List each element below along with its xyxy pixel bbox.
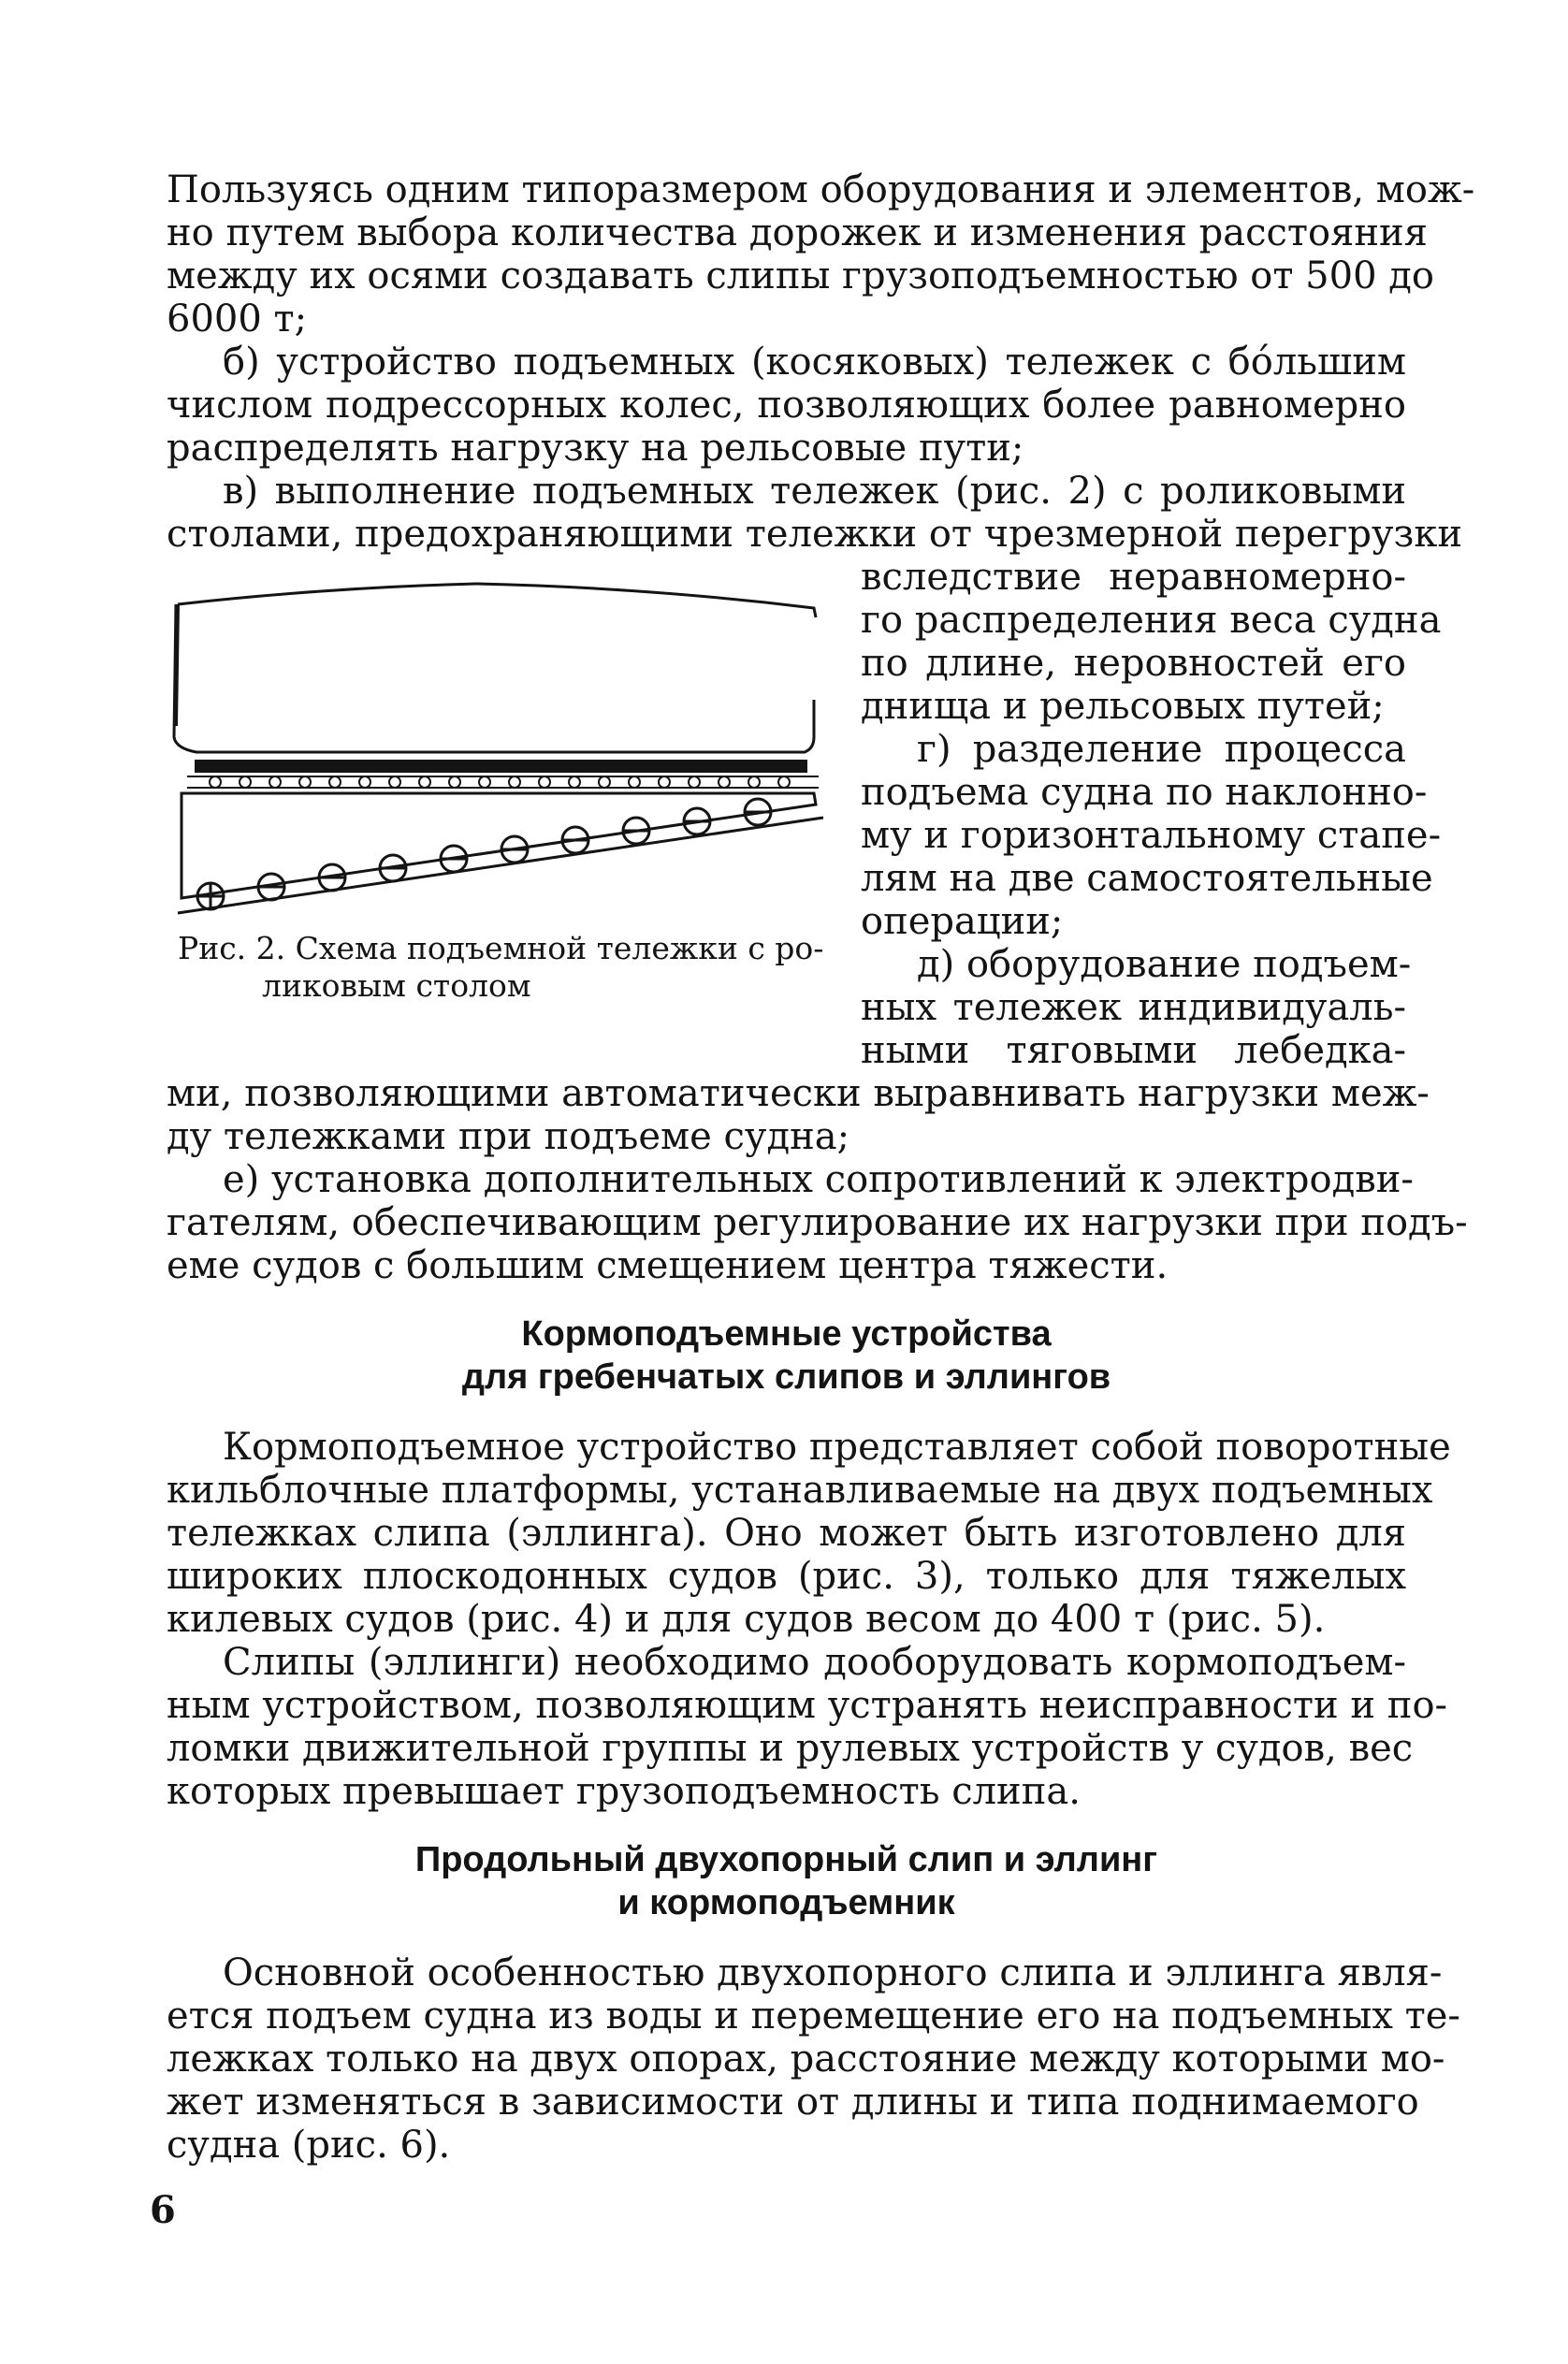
text-line: Пользуясь одним типоразмером оборудования и элементов, мож-: [167, 168, 1475, 211]
text-line: ных тележек индивидуаль-: [861, 986, 1406, 1029]
text-line: жет изменяться в зависимости от длины и типа поднимаемого: [167, 2081, 1419, 2124]
text-line: в) выполнение подъемных тележек (рис. 2) с роликовыми: [223, 470, 1406, 513]
text-line: ми, позволяющими автоматически выравнивать нагрузки меж-: [167, 1072, 1430, 1115]
text-line: му и горизонтальному стапе-: [861, 814, 1442, 857]
text-line: еме судов с большим смещением центра тяжести.: [167, 1244, 1169, 1287]
text-line: е) установка дополнительных сопротивлений к электродви-: [223, 1158, 1414, 1201]
section-heading: Продольный двухопорный слип и эллинг: [414, 1840, 1158, 1879]
text-line: подъема судна по наклонно-: [861, 771, 1428, 814]
text-line: столами, предохраняющими тележки от чрезмерной перегрузки: [167, 513, 1462, 556]
text-line: б) устройство подъемных (косяковых) тележек с бо́льшим: [223, 341, 1406, 384]
text-line: д) оборудование подъем-: [917, 943, 1412, 986]
text-line: которых превышает грузоподъемность слипа.: [167, 1770, 1081, 1813]
text-line: Кормоподъемное устройство представляет собой поворотные: [223, 1426, 1451, 1469]
text-line: ду тележками при подъеме судна;: [167, 1115, 850, 1158]
text-line: судна (рис. 6).: [167, 2124, 451, 2167]
figure-caption: ликовым столом: [262, 967, 531, 1004]
text-line: го распределения веса судна: [861, 599, 1442, 642]
text-line: вследствие неравномерно-: [861, 556, 1406, 599]
text-line: операции;: [861, 900, 1064, 943]
text-line: между их осями создавать слипы грузоподъемностью от 500 до: [167, 254, 1434, 297]
text-line: г) разделение процесса: [917, 728, 1406, 771]
page-number: 6: [150, 2188, 176, 2232]
section-heading: и кормоподъемник: [617, 1883, 955, 1922]
text-line: ным устройством, позволяющим устранять неисправности и по-: [167, 1684, 1448, 1727]
section-heading: Кормоподъемные устройства: [521, 1314, 1052, 1354]
text-line: ломки движительной группы и рулевых устройств у судов, вес: [167, 1727, 1414, 1770]
roller-table: [195, 760, 807, 773]
figure-caption: Рис. 2. Схема подъемной тележки с ро-: [178, 930, 824, 966]
text-line: лям на две самостоятельные: [861, 857, 1433, 900]
rail: [178, 818, 823, 913]
text-line: гателям, обеспечивающим регулирование их нагрузки при подъ-: [167, 1201, 1468, 1244]
roller-row: [187, 776, 819, 788]
trolley-frame: [181, 793, 816, 898]
text-line: тележках слипа (эллинга). Оно может быть изготовлено для: [167, 1512, 1406, 1555]
text-line: 6000 т;: [167, 297, 308, 341]
section-heading: для гребенчатых слипов и эллингов: [461, 1357, 1111, 1397]
text-line: ется подъем судна из воды и перемещение его на подъемных те-: [167, 1994, 1460, 2038]
figure-lifting-trolley: [159, 559, 833, 915]
ship-hull: [174, 584, 816, 752]
text-line: килевых судов (рис. 4) и для судов весом до 400 т (рис. 5).: [167, 1598, 1326, 1641]
text-line: но путем выбора количества дорожек и изменения расстояния: [167, 211, 1428, 254]
text-line: по длине, неровностей его: [861, 642, 1406, 685]
text-line: широких плоскодонных судов (рис. 3), только для тяжелых: [167, 1555, 1406, 1598]
text-line: Слипы (эллинги) необходимо дооборудовать кормоподъем-: [223, 1641, 1406, 1684]
text-line: распределять нагрузку на рельсовые пути;: [167, 427, 1024, 470]
text-line: Основной особенностью двухопорного слипа и эллинга явля-: [223, 1951, 1443, 1994]
text-line: числом подрессорных колес, позволяющих более равномерно: [167, 384, 1406, 427]
text-line: ными тяговыми лебедка-: [861, 1029, 1406, 1072]
text-line: кильблочные платформы, устанавливаемые на двух подъемных: [167, 1469, 1433, 1512]
text-line: лежках только на двух опорах, расстояние между которыми мо-: [167, 2038, 1445, 2081]
text-line: днища и рельсовых путей;: [861, 685, 1385, 728]
